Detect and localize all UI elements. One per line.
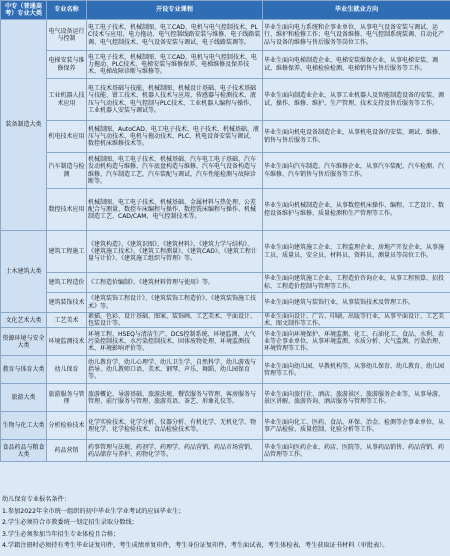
- table-row: [1, 79, 450, 121]
- employment-cell: 毕业生面向机电设备制造企业，从事机电设备的安装、调试、维修、销售与售后服务工作。: [263, 121, 450, 153]
- courses-cell: 电工电子技术、机械制图、电工CAD、电机与电气控制技术、PLC技术与应用、电力拖动、电气控制线路安装与维修、电子线路装调、电气控制技术、电气设备安装与调试、电子线路装调等。: [87, 20, 263, 51]
- courses-cell: 机械制图、AutoCAD、电工电子技术、电子技术、机械基础、液压与气动技术、电机与拖动技术、PLC、机电设备安装与调试、数控机床维修技术等。: [87, 121, 263, 153]
- major-cell: 机电技术应用: [47, 121, 87, 153]
- table-row: [1, 328, 450, 356]
- header-category: 中专（普通高考）专业大类: [1, 1, 47, 20]
- table-header-row: [1, 1, 450, 20]
- courses-cell: 环境工程、HSEQ与清洁生产、DCS控制系统、环境监测、大气污染控制技术、水污染控制技术、固体废物处理、环境监测技术、环境影响评价等。: [87, 328, 263, 356]
- table-row: [1, 356, 450, 384]
- courses-cell: 素描、色彩、设计基础、图案、装饰画、工艺美术、平面设计、包装设计等。: [87, 313, 263, 328]
- table-row: [1, 440, 450, 462]
- employment-cell: 毕业生面向设计、广告、印刷、出版等行业，从事平面设计、工艺美术、图文制作等工作。: [263, 313, 450, 328]
- note-item: 2.学生必须符合市教委统一划定招生录取分数线；: [2, 519, 138, 526]
- employment-cell: 毕业生面向制造业企业，从事工业机器人及智能制造设备的安装、调试、操作、维修、维护、生产管理、技术支持及售后服务等工作。: [263, 79, 450, 121]
- major-cell: 数控技术应用: [47, 189, 87, 231]
- category-cell: 旅游大类: [1, 384, 47, 412]
- employment-cell: 毕业生面向环境保护、环境监测、化工、石油化工、食品、水利、农业等企事业单位，从事环境监测、水质分析、大气监测、污染治理、环境管理等工作。: [263, 328, 450, 356]
- note-item: 4.学籍注册时必须持有考生毕业证复印件，考生成绩单复印件，考生身份证复印件，考生面试表，考生体检表，考生获取证书材料（审批表）。: [2, 542, 389, 549]
- table-row: [1, 412, 450, 440]
- major-cell: 电气设备运行与控制: [47, 20, 87, 51]
- employment-cell: 毕业生面向汽车制造、汽车维修企业，从事汽车装配、汽车检测、汽车维修、汽车销售与售后服务等工作。: [263, 153, 450, 189]
- employment-cell: 毕业生面向旅行社、酒店、旅游景区、旅游服务企业等，从事导游、景区讲解、旅游咨询、酒店服务与管理等工作。: [263, 384, 450, 412]
- employment-cell: 毕业生面向机械制造企业，从事数控机床操作、编程、工艺设计、数控设备维护与维修、质量检测和生产管理等工作。: [263, 189, 450, 231]
- major-cell: 建筑装饰技术: [47, 293, 87, 313]
- employment-cell: 毕业生面向化工、医药、食品、环保、冶金、检测等企事业单位，从事产品检验、质量控制、化验分析等工作。: [263, 412, 450, 440]
- table-row: [1, 273, 450, 293]
- notes-title: 幼儿保育专业报名条件：: [2, 496, 71, 503]
- table-row: [1, 121, 450, 153]
- courses-cell: 幼儿教育学、幼儿心理学、幼儿卫生学、自然科学、幼儿游戏与指导、幼儿教师口语、美术、钢琴、声乐、舞蹈、幼儿园保育等。: [87, 356, 263, 384]
- table-row: [1, 153, 450, 189]
- employment-cell: 毕业生面向幼儿园、早教机构等，从事幼儿保育、幼儿教育、幼儿园管理等工作。: [263, 356, 450, 384]
- employment-cell: 毕业生面向建筑施工企业、工程造价咨询企业，从事工程预算、招投标、工程造价控制与管理等工作。: [263, 273, 450, 293]
- courses-cell: 机械制图、电工电子技术、机械基础、金属材料与热处理、公差配合与测量、数控车床编程与操作、数控铣床编程与操作、机械制造工艺、CAD/CAM、电气控制技术等。: [87, 189, 263, 231]
- table-row: [1, 189, 450, 231]
- category-cell: 食品药品与粮食大类: [1, 440, 47, 462]
- note-item: 3.学生必须参加当年招生专业体检且合格；: [2, 530, 120, 538]
- table-row: [1, 313, 450, 328]
- header-courses: 开设专业课程: [87, 1, 263, 20]
- header-major: 专业名称: [47, 1, 87, 20]
- courses-cell: 机械制图、电工电子技术、机械基础、汽车电工电子基础、汽车发动机构造与维修、汽车底盘构造与维修、汽车电气设备构造与维修、汽车制造工艺、汽车装配与调试、汽车性能检测与故障诊断等。: [87, 153, 263, 189]
- major-cell: 幼儿保育: [47, 356, 87, 384]
- table-row: [1, 293, 450, 313]
- major-cell: 电梯安装与维修保养: [47, 51, 87, 79]
- major-cell: 分析检验技术: [47, 412, 87, 440]
- category-cell: 资源环境与安全大类: [1, 328, 47, 356]
- table-row: [1, 51, 450, 79]
- courses-cell: 《建筑装饰工程设计》、《建筑装饰工程造价》、《建筑装饰施工技术》等。: [87, 293, 263, 313]
- major-cell: 工业机器人技术应用: [47, 79, 87, 121]
- courses-cell: 电工电子技术、机械制图、电工CAD、电机与电气控制技术、电力拖动、PLC技术、电梯安装与维修保养、电梯维修及保养技术、电梯故障诊断与维修等。: [87, 51, 263, 79]
- major-cell: 建筑工程造价: [47, 273, 87, 293]
- category-cell: 装备制造大类: [1, 20, 47, 231]
- category-cell: 文化艺术大类: [1, 313, 47, 328]
- table-row: [1, 384, 450, 412]
- category-cell: 教育与体育大类: [1, 356, 47, 384]
- enrollment-notes: [0, 494, 450, 552]
- courses-cell: 化学实验技术、化学分析、仪器分析、有机化学、无机化学、物理化学、化学检验技术、食品检验技术等。: [87, 412, 263, 440]
- courses-cell: 电工技术基础与技能、机械制图、机械设计基础、电子技术基础与技能、钳工技术、机器人技术与应用、传感器与检测技术、液压与气动技术、电气控制与PLC技术、工业机器人编程与操作、工业机器人安装与调试等。: [87, 79, 263, 121]
- major-cell: 环境监测技术: [47, 328, 87, 356]
- table-row: [1, 20, 450, 51]
- courses-cell: 旅游概论、导游基础、旅游法规、餐饮服务与管理、客房服务与管理、前厅服务与管理、旅游英语、茶艺、形象礼仪等。: [87, 384, 263, 412]
- note-item: 1.参加2022年全市统一组织的初中毕业生学业考试的应届毕业生；: [2, 507, 185, 515]
- courses-cell: 《建筑构造》、《建筑识图》、《建筑材料》、《建筑力学与结构》、《建筑施工技术》、《建筑工程测量》、《建筑CAD》、《建筑工程计量与计价》、《建筑施工组织与管理》等。: [87, 231, 263, 273]
- major-cell: 工艺美术: [47, 313, 87, 328]
- major-cell: 旅游服务与管理: [47, 384, 87, 412]
- employment-cell: 毕业生面向电梯制造企业、电梯安装维保企业，从事电梯安装、调试、维修保养、电梯检验检测、电梯销售与售后服务等工作。: [263, 51, 450, 79]
- employment-cell: 毕业生面向建筑与装饰行业，从事装饰技术及管理工作。: [263, 293, 450, 313]
- major-cell: 汽车制造与检测: [47, 153, 87, 189]
- courses-cell: 药事管理与法规、药剂学、药理学、药品营销、药品市场营销、药品储存与养护、药物化学等。: [87, 440, 263, 462]
- employment-cell: 毕业生面向建筑施工企业、工程监理企业、房地产开发企业，从事施工员、质量员、安全员、材料员、资料员、测量员等岗位工作。: [263, 231, 450, 273]
- header-employment: 毕业生就业方向: [263, 1, 450, 20]
- category-cell: 生物与化工大类: [1, 412, 47, 440]
- category-cell: 土木建筑大类: [1, 231, 47, 313]
- major-cell: 建筑工程施工: [47, 231, 87, 273]
- major-cell: 药品营销: [47, 440, 87, 462]
- employment-cell: 毕业生面向电力系统和企事业单位，从事电气设备安装与调试、运行、维护和检修工作；电气设备维修、电气控制系统装调、自动化产品与设备的维修与售后服务等岗位工作。: [263, 20, 450, 51]
- table-row: [1, 231, 450, 273]
- courses-cell: 《工程造价编制》、《建筑材料管理与使用》等。: [87, 273, 263, 293]
- employment-cell: 毕业生面向医药企业、药店、医院等，从事药品销售、药品营销、药品管理等工作。: [263, 440, 450, 462]
